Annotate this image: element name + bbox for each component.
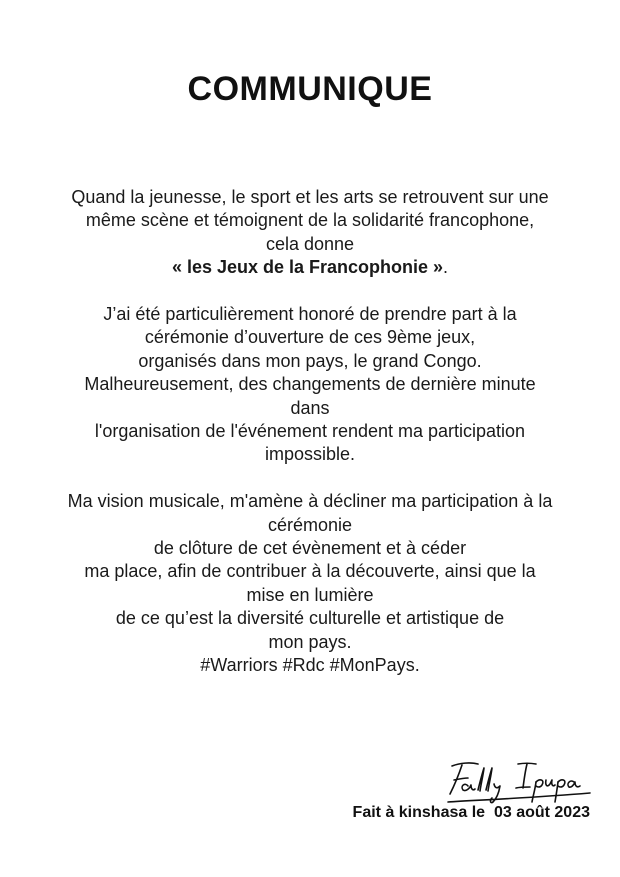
signature-drawing	[440, 760, 600, 806]
paragraph-spacer	[0, 467, 620, 490]
body-line: même scène et témoignent de la solidarité francophone,	[85, 210, 535, 231]
body-line: cérémonie d’ouverture de ces 9ème jeux,	[144, 327, 476, 348]
body-line: dans	[290, 397, 330, 418]
handwritten-signature	[440, 760, 600, 806]
body-line: cérémonie	[267, 514, 353, 535]
body-line: impossible.	[264, 444, 356, 465]
document-body	[0, 186, 620, 678]
body-line: mise en lumière	[246, 584, 374, 605]
body-line: Quand la jeunesse, le sport et les arts se retrouvent sur une	[71, 187, 549, 207]
body-line: de ce qu’est la diversité culturelle et artistique de	[115, 608, 505, 629]
body-line-emphasis	[0, 256, 620, 279]
paragraph-spacer	[0, 280, 620, 303]
body-line: J’ai été particulièrement honoré de prendre part à la	[103, 304, 517, 325]
body-line: de clôture de cet évènement et à céder	[153, 538, 467, 559]
body-line: Malheureusement, des changements de dernière minute	[84, 374, 536, 395]
body-line: organisés dans mon pays, le grand Congo.	[138, 350, 482, 371]
hashtags: #Warriors #Rdc #MonPays.	[200, 655, 420, 676]
body-line: mon pays.	[268, 631, 352, 652]
body-line: ma place, afin de contribuer à la découverte, ainsi que la	[84, 561, 536, 582]
body-line: Ma vision musicale, m'amène à décliner ma participation à la	[67, 491, 553, 512]
closing-date-line: Fait à kinshasa le 03 août 2023	[352, 804, 590, 821]
event-name: « les Jeux de la Francophonie »	[171, 257, 444, 278]
body-line: cela donne	[265, 233, 355, 254]
document-title: COMMUNIQUE	[187, 70, 433, 108]
period: .	[443, 257, 449, 278]
body-line: l'organisation de l'événement rendent ma participation	[94, 421, 526, 442]
